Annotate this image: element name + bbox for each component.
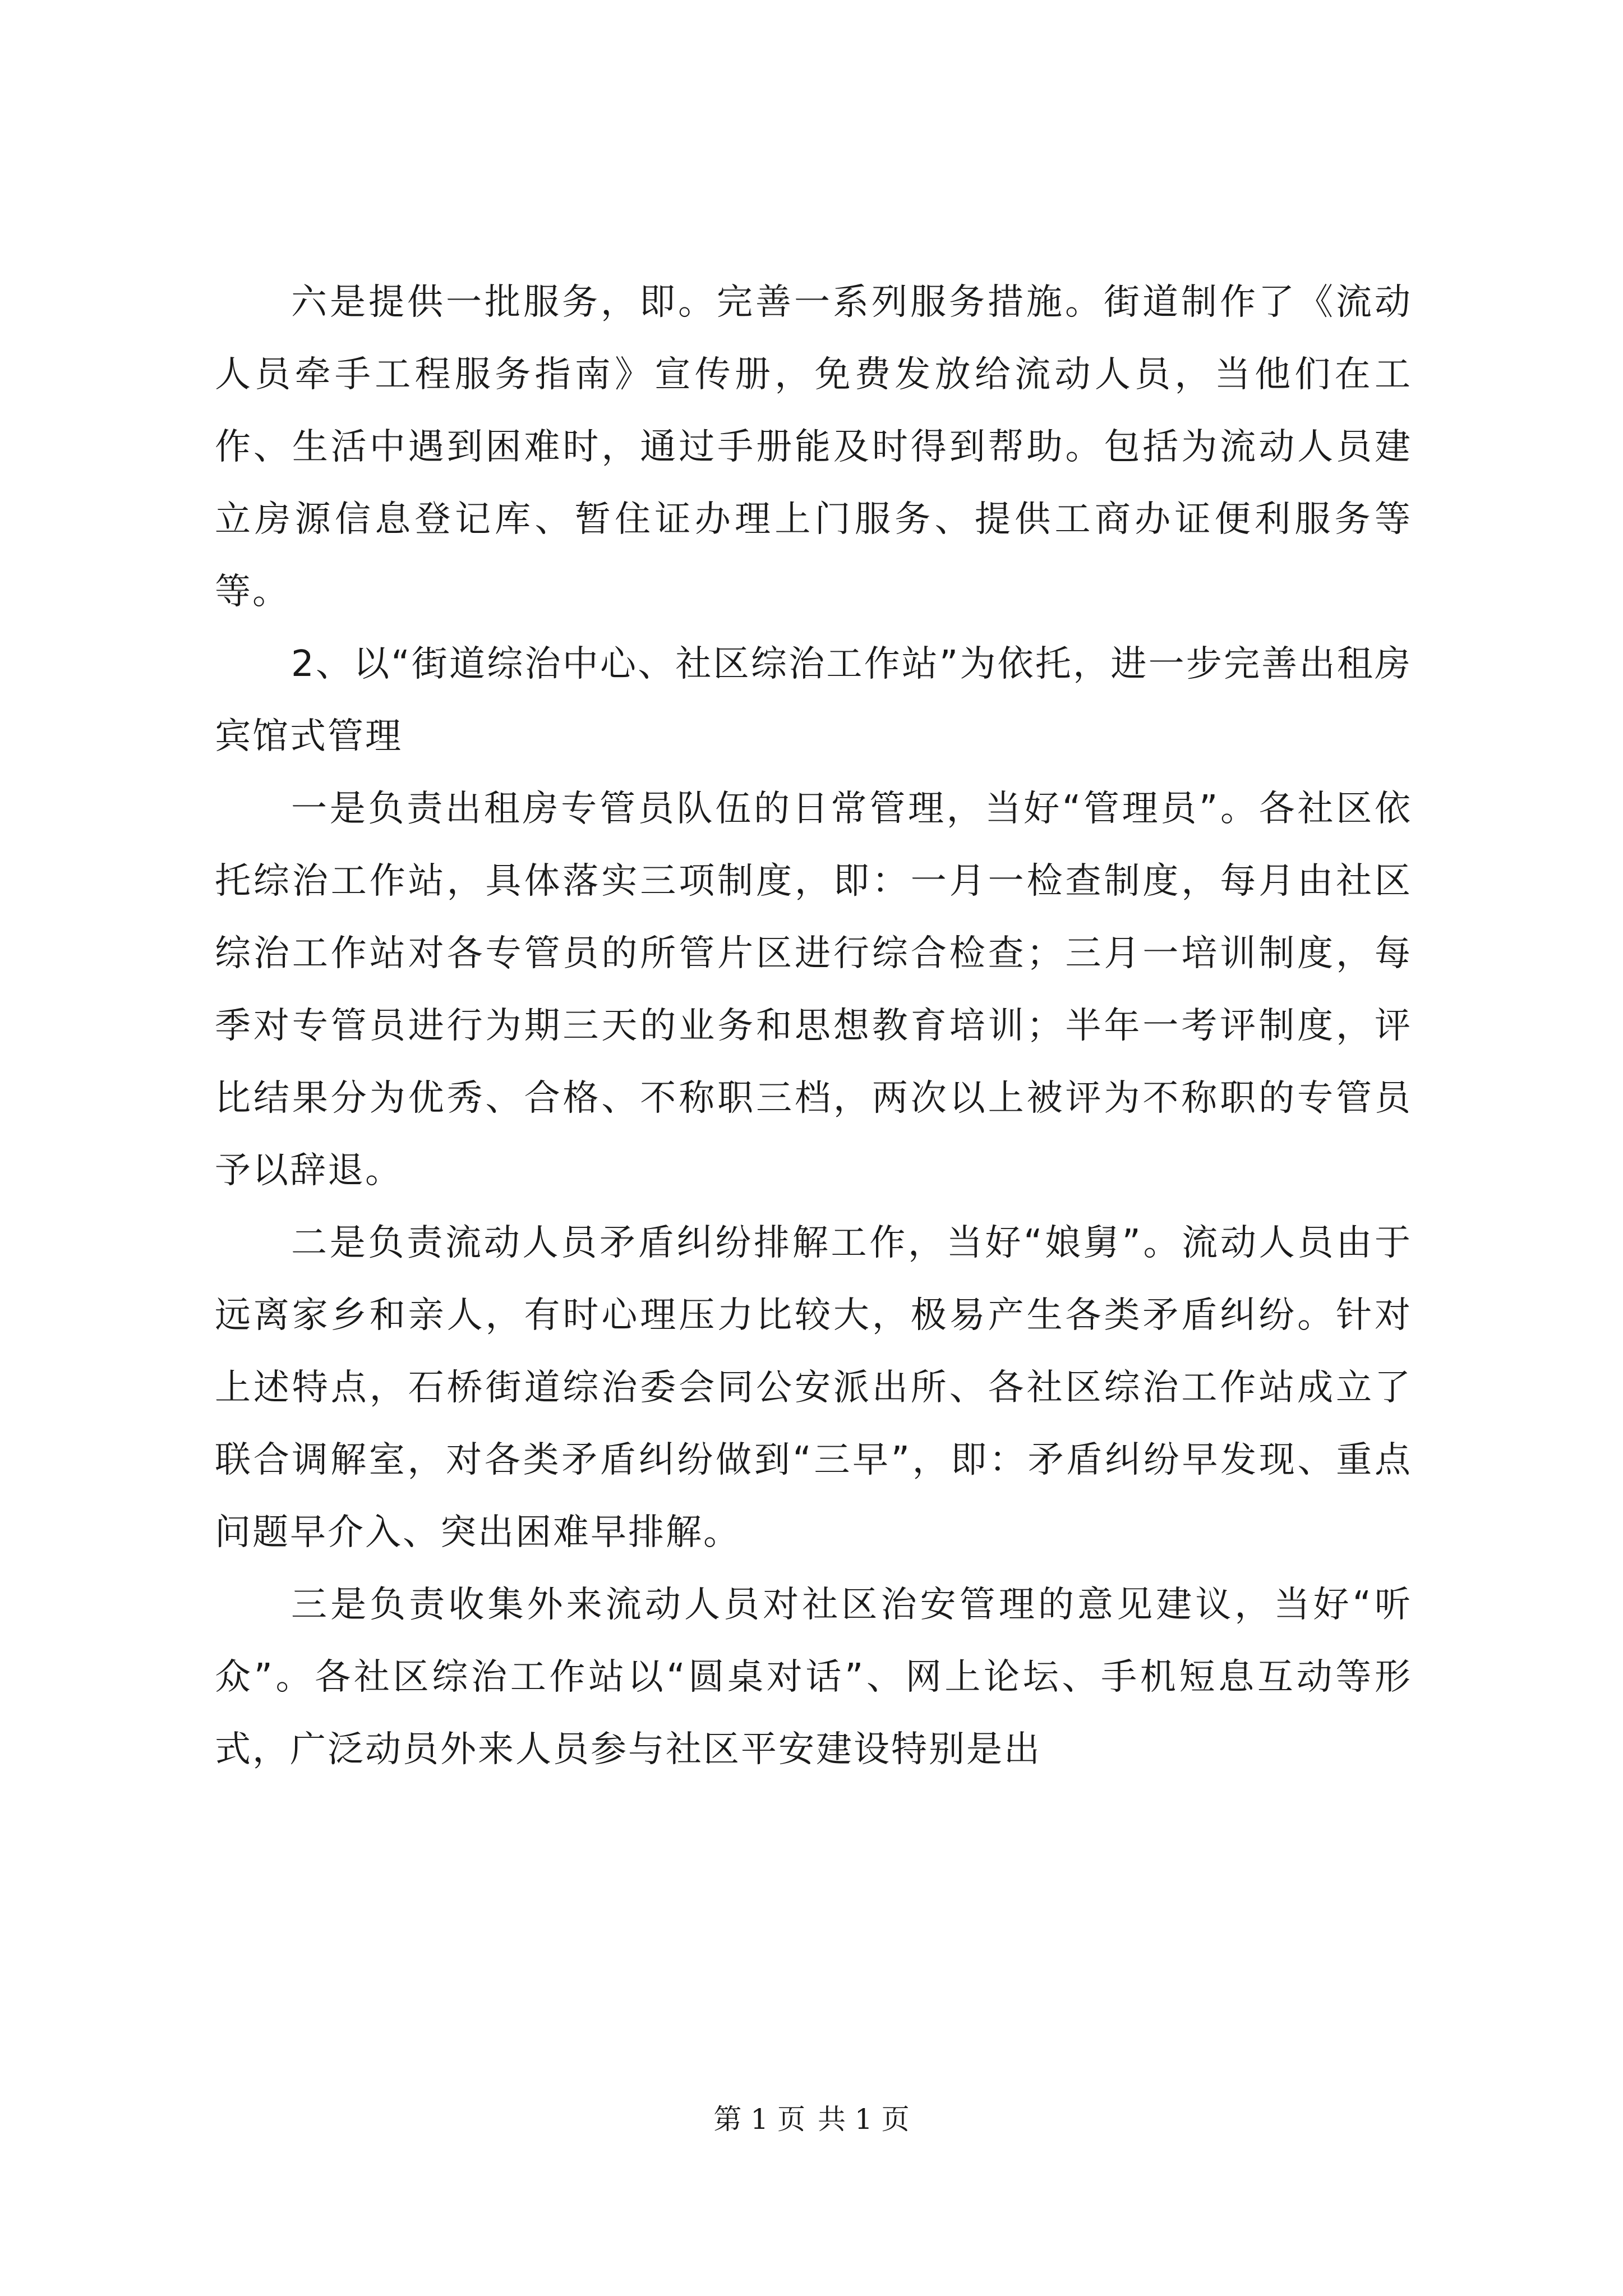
paragraph-service-measures: 六是提供一批服务，即。完善一系列服务措施。街道制作了《流动人员牵手工程服务指南》宣传册，免费发放给流动人员，当他们在工作、生活中遇到困难时，通过手册能及时得到帮助。包括为流动人员建立房源信息登记库、暂住证办理上门服务、提供工商办证便利服务等等。 (215, 282, 1412, 613)
paragraph-opinion-collection: 三是负责收集外来流动人员对社区治安管理的意见建议，当好“听众”。各社区综治工作站以“圆桌对话”、网上论坛、手机短息互动等形式，广泛动员外来人员参与社区平安建设特别是出 (215, 1584, 1412, 1770)
paragraph-rental-management: 一是负责出租房专管员队伍的日常管理，当好“管理员”。各社区依托综治工作站，具体落实三项制度，即：一月一检查制度，每月由社区综治工作站对各专管员的所管片区进行综合检查；三月一培训制度，每季对专管员进行为期三天的业务和思想教育培训；半年一考评制度，评比结果分为优秀、合格、不称职三档，两次以上被评为不称职的专管员予以辞退。 (215, 788, 1412, 1191)
page-footer (0, 2102, 1623, 2136)
page-number: 第 1 页 (713, 2103, 805, 2136)
paragraph-dispute-mediation: 二是负责流动人员矛盾纠纷排解工作，当好“娘舅”。流动人员由于远离家乡和亲人，有时心理压力比较大，极易产生各类矛盾纠纷。针对上述特点，石桥街道综治委会同公安派出所、各社区综治工作站成立了联合调解室，对各类矛盾纠纷做到“三早”，即：矛盾纠纷早发现、重点问题早介入、突出困难早排解。 (215, 1222, 1412, 1553)
section-heading: 2、以“街道综治中心、社区综治工作站”为依托，进一步完善出租房宾馆式管理 (215, 643, 1412, 757)
document-body (215, 266, 1412, 1786)
page-total: 共 1 页 (818, 2103, 910, 2136)
